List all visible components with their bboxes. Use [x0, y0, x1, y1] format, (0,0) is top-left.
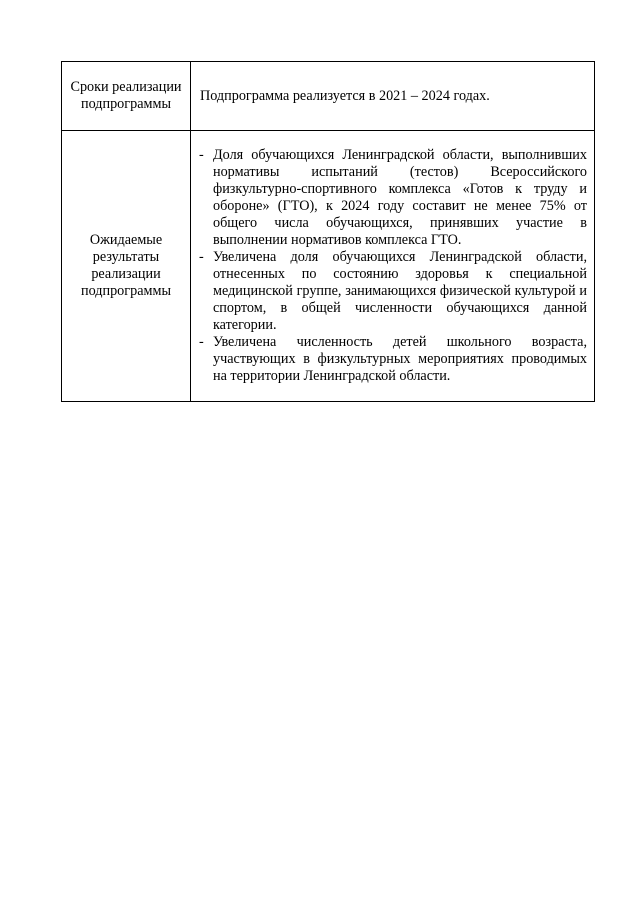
- list-item: [197, 249, 587, 334]
- list-item-text: Увеличена доля обучающихся Ленинградской области, отнесенных по состоянию здоровья к специальной медицинской группе, занимающихся физической культурой и спортом, в общей численности обучающихся данной категории.: [213, 249, 587, 333]
- row-label-cell: [62, 62, 191, 131]
- table-row-terms: [62, 62, 595, 131]
- table-row-expected-results: [62, 131, 595, 402]
- row-label-terms: Сроки реализации подпрограммы: [70, 79, 182, 112]
- row-value-cell: [191, 131, 595, 402]
- row-value-terms: Подпрограмма реализуется в 2021 – 2024 годах.: [200, 87, 490, 104]
- passport-table: [61, 61, 595, 402]
- results-list: [191, 147, 594, 385]
- row-label-expected-results: Ожидаемые результаты реализации подпрограммы: [81, 232, 171, 299]
- list-item-text: Увеличена численность детей школьного возраста, участвующих в физкультурных мероприятиях проводимых на территории Ленинградской области.: [213, 334, 587, 384]
- list-bullet: -: [199, 334, 204, 350]
- list-item: [197, 147, 587, 249]
- row-value-cell: [191, 62, 595, 131]
- list-item-text: Доля обучающихся Ленинградской области, выполнивших нормативы испытаний (тестов) Всероссийского физкультурно-спортивного комплекса «Готов к труду и обороне» (ГТО), к 2024 году составит не менее 75% от общего числа обучающихся, принявших участие в выполнении нормативов комплекса ГТО.: [213, 147, 587, 248]
- list-bullet: -: [199, 147, 204, 163]
- row-label-cell: [62, 131, 191, 402]
- list-item: [197, 334, 587, 385]
- list-bullet: -: [199, 249, 204, 265]
